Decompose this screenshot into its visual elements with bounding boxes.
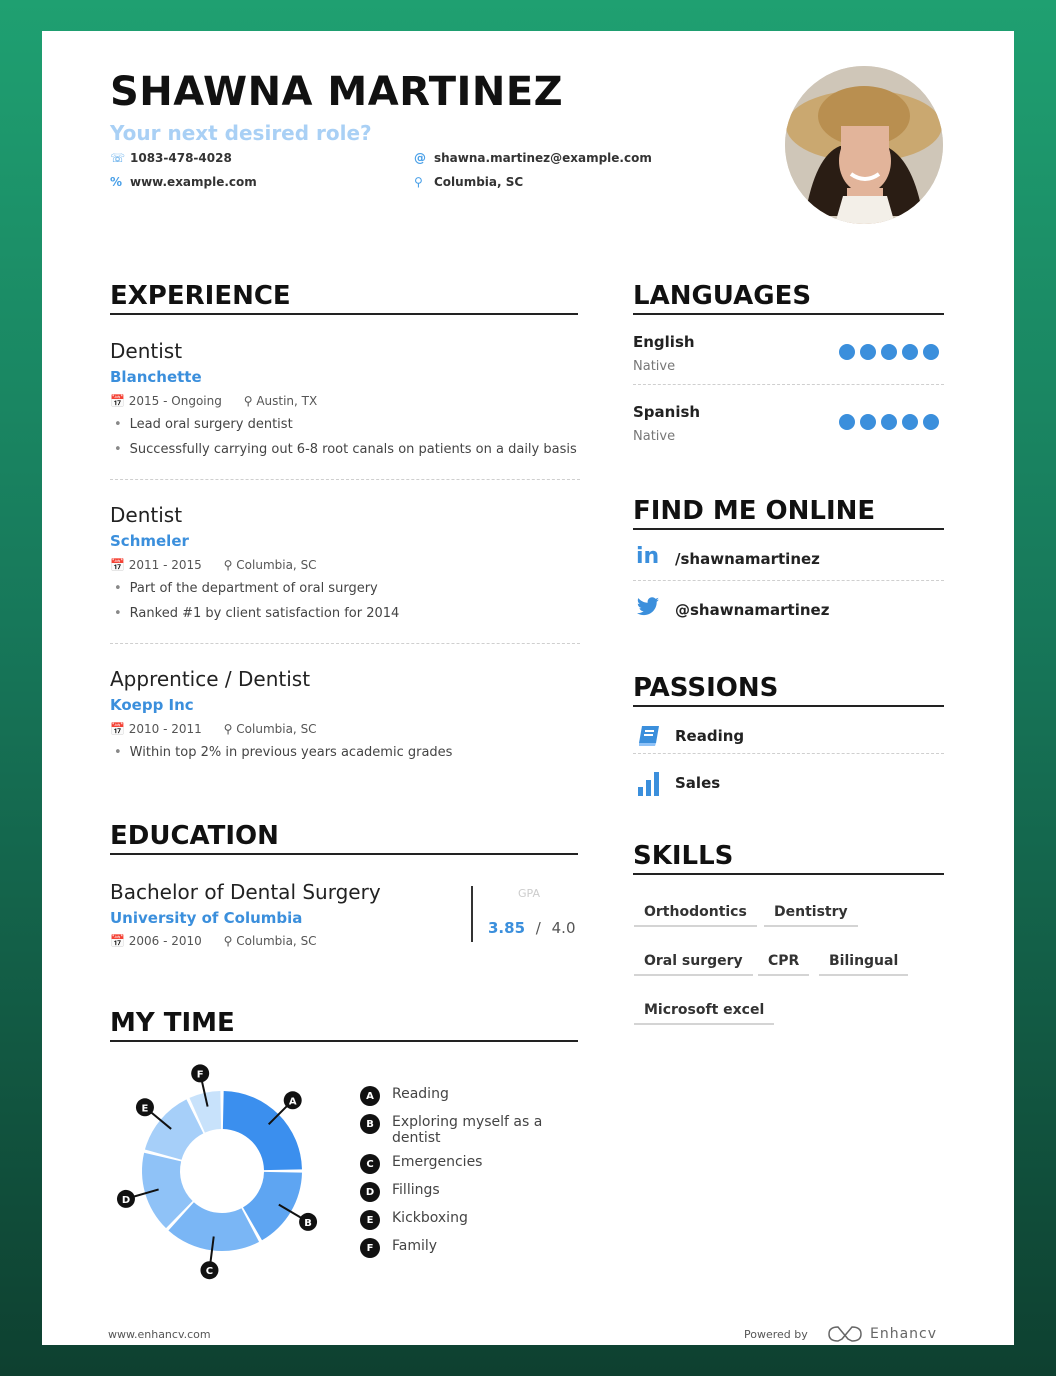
divider (110, 643, 580, 644)
legend-label: Exploring myself as a dentist (392, 1114, 543, 1146)
company-name[interactable]: Koepp Inc (110, 696, 194, 714)
twitter-icon[interactable] (636, 597, 660, 621)
legend-label: Family (392, 1238, 438, 1254)
phone-text: 1083-478-4028 (130, 151, 232, 165)
language-level: Native (633, 359, 676, 374)
job-location: Austin, TX (256, 394, 318, 408)
job-location: Columbia, SC (236, 558, 317, 572)
passion-label: Reading (675, 727, 745, 745)
my-time-heading: MY TIME (110, 1008, 578, 1042)
donut-label: F (196, 1069, 204, 1081)
job-meta (110, 394, 317, 408)
enhancv-logo-icon (828, 1325, 862, 1347)
passions-heading: PASSIONS (633, 673, 944, 707)
linkedin-handle[interactable]: /shawnamartinez (675, 550, 820, 568)
job-title: Apprentice / Dentist (110, 667, 311, 691)
education-location: Columbia, SC (236, 934, 317, 948)
calendar-icon: 📅 (110, 394, 125, 408)
bar-chart-icon (637, 771, 661, 801)
company-name[interactable]: Blanchette (110, 368, 202, 386)
gpa-label: GPA (518, 887, 540, 900)
gpa-value (488, 919, 576, 937)
donut-label: D (121, 1194, 131, 1206)
language-name: Spanish (633, 403, 701, 421)
linkedin-icon[interactable]: in (636, 544, 660, 569)
legend-item (360, 1154, 580, 1174)
at-icon: @ (414, 151, 426, 165)
job-dates: 2015 - Ongoing (128, 394, 222, 408)
gpa-separator: / (535, 919, 541, 937)
footer-website[interactable]: www.enhancv.com (108, 1328, 211, 1341)
degree-title: Bachelor of Dental Surgery (110, 880, 381, 904)
location-pin-icon: ⚲ (223, 558, 233, 572)
school-name[interactable]: University of Columbia (110, 909, 303, 927)
skill-tag: Bilingual (819, 953, 908, 976)
job-bullet: • Within top 2% in previous years academic grades (114, 745, 453, 760)
donut-label: C (205, 1266, 214, 1278)
online-heading: FIND ME ONLINE (633, 496, 944, 530)
donut-label: B (304, 1217, 312, 1229)
education-meta (110, 934, 317, 948)
language-rating (834, 414, 939, 434)
job-dates: 2010 - 2011 (128, 722, 202, 736)
legend-label: Emergencies (392, 1154, 483, 1170)
donut-label: E (141, 1103, 149, 1115)
powered-by-text: Powered by (744, 1328, 808, 1341)
skill-tag: Orthodontics (634, 904, 757, 927)
job-location: Columbia, SC (236, 722, 317, 736)
legend-letter: D (360, 1182, 380, 1202)
job-bullet: • Successfully carrying out 6-8 root canals on patients on a daily basis (114, 442, 577, 457)
location-text: Columbia, SC (434, 175, 524, 189)
experience-heading: EXPERIENCE (110, 281, 578, 315)
time-donut-chart (112, 1061, 332, 1281)
skill-tag: Microsoft excel (634, 1002, 774, 1025)
divider (633, 384, 944, 385)
email-text: shawna.martinez@example.com (434, 151, 652, 165)
location-pin-icon: ⚲ (243, 394, 253, 408)
phone-contact (110, 151, 232, 165)
legend-letter: E (360, 1210, 380, 1230)
divider (110, 479, 580, 480)
education-heading: EDUCATION (110, 821, 578, 855)
language-name: English (633, 333, 695, 351)
legend-item (360, 1182, 580, 1202)
legend-label: Fillings (392, 1182, 440, 1198)
candidate-name: SHAWNA MARTINEZ (110, 69, 564, 115)
job-meta (110, 558, 317, 572)
legend-item (360, 1210, 580, 1230)
website-contact (110, 175, 257, 189)
divider (633, 753, 944, 754)
gpa-max: 4.0 (551, 919, 576, 937)
legend-letter: B (360, 1114, 380, 1134)
profile-photo (785, 66, 943, 224)
gpa-divider (471, 886, 473, 942)
enhancv-brand[interactable]: Enhancv (870, 1326, 938, 1342)
job-bullet: • Lead oral surgery dentist (114, 417, 293, 432)
job-bullet: • Part of the department of oral surgery (114, 581, 378, 596)
skill-tag: Oral surgery (634, 953, 753, 976)
skill-tag: CPR (758, 953, 809, 976)
passion-label: Sales (675, 774, 721, 792)
legend-letter: A (360, 1086, 380, 1106)
calendar-icon: 📅 (110, 558, 125, 572)
phone-icon: ☏ (110, 151, 126, 165)
donut-label: A (288, 1096, 297, 1108)
education-dates: 2006 - 2010 (128, 934, 202, 948)
legend-item (360, 1114, 580, 1146)
calendar-icon: 📅 (110, 934, 125, 948)
resume-page (42, 31, 1014, 1345)
job-bullet: • Ranked #1 by client satisfaction for 2014 (114, 606, 400, 621)
website-text: www.example.com (130, 175, 257, 189)
divider (633, 580, 944, 581)
job-meta (110, 722, 317, 736)
legend-item (360, 1238, 580, 1258)
time-legend (360, 1086, 580, 1258)
desired-role: Your next desired role? (110, 121, 372, 145)
legend-letter: F (360, 1238, 380, 1258)
legend-item (360, 1086, 580, 1106)
book-icon (637, 725, 661, 751)
company-name[interactable]: Schmeler (110, 532, 189, 550)
job-title: Dentist (110, 503, 183, 527)
language-level: Native (633, 429, 676, 444)
skill-tag: Dentistry (764, 904, 858, 927)
calendar-icon: 📅 (110, 722, 125, 736)
legend-label: Kickboxing (392, 1210, 468, 1226)
gpa-score: 3.85 (488, 919, 526, 937)
skills-heading: SKILLS (633, 841, 944, 875)
location-pin-icon: ⚲ (223, 722, 233, 736)
email-contact (414, 151, 652, 165)
language-rating (834, 344, 939, 364)
legend-letter: C (360, 1154, 380, 1174)
job-dates: 2011 - 2015 (128, 558, 202, 572)
languages-heading: LANGUAGES (633, 281, 944, 315)
link-icon: % (110, 175, 123, 189)
twitter-handle[interactable]: @shawnamartinez (675, 601, 830, 619)
location-contact (414, 175, 523, 189)
location-pin-icon: ⚲ (414, 175, 423, 189)
job-title: Dentist (110, 339, 183, 363)
location-pin-icon: ⚲ (223, 934, 233, 948)
legend-label: Reading (392, 1086, 449, 1102)
